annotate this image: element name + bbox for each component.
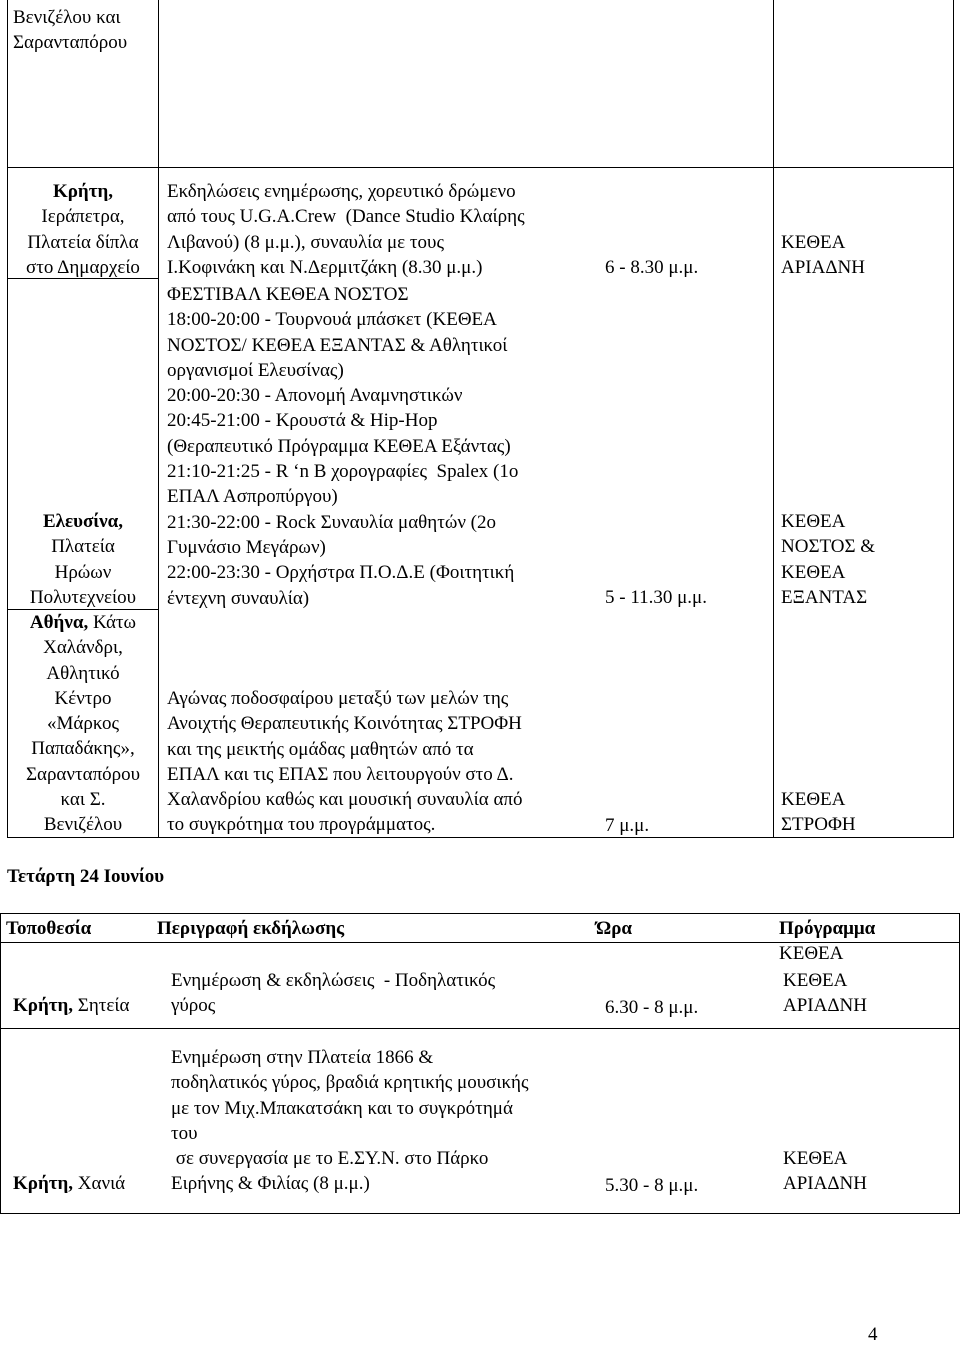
location-line: Πολυτεχνείου — [29, 586, 137, 608]
description-cell — [171, 968, 495, 1019]
location-line: Σαρανταπόρου — [13, 32, 128, 54]
table2-border-top — [0, 913, 960, 914]
description-line: οργανισμοί Ελευσίνας) — [167, 359, 344, 381]
location-bold: Αθήνα, — [29, 612, 89, 633]
description-line: 20:45-21:00 - Κρουστά & Hip-Hop — [167, 410, 438, 432]
time-cell — [605, 1173, 698, 1198]
location-cell — [13, 1171, 125, 1196]
description-line: Εκδηλώσεις ενημέρωσης, χορευτικό δρώμενο — [167, 181, 516, 202]
location-line: Βενιζέλου — [43, 814, 123, 836]
location-line: και Σ. — [60, 789, 106, 811]
description-cell — [167, 282, 518, 611]
description-line: 21:10-21:25 - R ‘n B χορογραφίες Spalex (1ο — [167, 461, 519, 483]
table1-divider-1 — [158, 0, 159, 838]
location-line: Αθλητικό — [46, 662, 120, 684]
description-line: σε συνεργασία με το Ε.ΣΥ.Ν. στο Πάρκο — [171, 1148, 489, 1170]
section-heading — [7, 864, 164, 889]
description-line: Λιβανού) (8 μ.μ.), συναυλία με τους — [167, 231, 444, 253]
description-line: 22:00-23:30 - Ορχήστρα Π.Ο.Δ.Ε (Φοιτητική — [167, 562, 515, 584]
description-cell — [167, 686, 523, 838]
description-line: Ενημέρωση & εκδηλώσεις - Ποδηλατικός — [171, 970, 496, 991]
header-location — [6, 916, 91, 941]
location-line: «Μάρκος — [46, 713, 119, 735]
program-line: ΚΕΘΕΑ — [783, 1148, 848, 1169]
program-cell — [781, 230, 865, 281]
program-line: ΕΞΑΝΤΑΣ — [781, 586, 868, 608]
description-cell — [171, 1045, 529, 1197]
description-line: το συγκρότημα του προγράμματος. — [167, 814, 436, 836]
program-line: ΝΟΣΤΟΣ & — [781, 536, 876, 558]
location-bold: Κρήτη, — [52, 181, 114, 202]
program-cell — [781, 787, 856, 838]
description-cell — [167, 179, 525, 280]
location-line: Πλατεία — [51, 536, 115, 558]
description-line: ΕΠΑΛ και τις ΕΠΑΣ που λειτουργούν στο Δ. — [167, 763, 514, 785]
header-time — [596, 916, 632, 941]
time-value: 5.30 - 8 μ.μ. — [605, 1175, 699, 1196]
location-line: στο Δημαρχείο — [26, 256, 140, 278]
program-line: ΣΤΡΟΦΗ — [781, 814, 856, 836]
table2-border-bottom — [0, 1213, 960, 1214]
time-cell — [605, 995, 698, 1020]
header-program — [779, 916, 875, 967]
description-line: Ενημέρωση στην Πλατεία 1866 & — [171, 1047, 434, 1068]
description-line: 18:00-20:00 - Τουρνουά μπάσκετ (ΚΕΘΕΑ — [167, 309, 497, 331]
description-line: 21:30-22:00 - Rock Συναυλία μαθητών (2ο — [167, 511, 497, 533]
location-line: Ηρώων — [54, 561, 112, 583]
table1-border-right — [953, 0, 954, 838]
table1-row-divider — [7, 167, 954, 168]
description-line: Γυμνάσιο Μεγάρων) — [167, 536, 326, 558]
program-cell — [783, 968, 867, 1019]
program-line: ΚΕΘΕΑ — [781, 561, 846, 583]
description-line: και της μεικτής ομάδας μαθητών από τα — [167, 738, 474, 760]
location-rest: Κάτω — [88, 612, 137, 633]
time-cell — [605, 813, 649, 838]
description-line: έντεχνη συναυλία) — [167, 587, 310, 609]
header-location-label: Τοποθεσία — [6, 918, 92, 939]
description-line: Ανοιχτής Θεραπευτικής Κοινότητας ΣΤΡΟΦΗ — [167, 713, 522, 735]
table2-border-left — [0, 913, 1, 1214]
location-bold: Κρήτη, — [13, 995, 74, 1016]
program-line: ΚΕΘΕΑ — [781, 789, 846, 810]
description-line: γύρος — [171, 995, 216, 1017]
header-description — [157, 916, 344, 941]
location-line: Κέντρο — [54, 687, 112, 709]
program-cell — [781, 509, 875, 610]
location-cell — [8, 509, 158, 610]
table-row — [13, 5, 127, 56]
location-cell — [13, 993, 129, 1018]
time-value: 7 μ.μ. — [605, 815, 650, 836]
location-line: Ιεράπετρα, — [41, 206, 125, 228]
table2-row-divider — [0, 1028, 960, 1029]
section-heading-text: Τετάρτη 24 Ιουνίου — [7, 866, 165, 887]
description-line: ποδηλατικός γύρος, βραδιά κρητικής μουσικής — [171, 1072, 529, 1094]
program-line: ΚΕΘΕΑ — [781, 232, 846, 253]
program-line: ΑΡΙΑΔΝΗ — [783, 1173, 867, 1195]
location-line: Χαλάνδρι, — [43, 637, 123, 659]
description-line: Ι.Κοφινάκη και Ν.Δερμιτζάκη (8.30 μ.μ.) — [167, 256, 483, 278]
page-number — [868, 1322, 878, 1347]
location-bold: Κρήτη, — [13, 1173, 74, 1194]
location-cell — [8, 610, 158, 838]
page-number-value: 4 — [868, 1324, 878, 1345]
program-cell — [783, 1146, 867, 1197]
program-line: ΚΕΘΕΑ — [783, 970, 848, 991]
program-line: ΑΡΙΑΔΝΗ — [781, 257, 865, 279]
description-line: με τον Μιχ.Μπακατσάκη και το συγκρότημά — [171, 1097, 513, 1119]
location-line: Βενιζέλου και — [13, 7, 121, 28]
location-rest: Χανιά — [73, 1173, 126, 1194]
time-cell — [605, 255, 698, 280]
description-line: Ειρήνης & Φιλίας (8 μ.μ.) — [171, 1173, 370, 1195]
time-value: 5 - 11.30 μ.μ. — [605, 587, 707, 608]
location-bold: Ελευσίνα, — [42, 511, 124, 532]
description-line: Αγώνας ποδοσφαίρου μεταξύ των μελών της — [167, 688, 509, 709]
time-value: 6 - 8.30 μ.μ. — [605, 257, 699, 278]
description-line: ΕΠΑΛ Ασπροπύργου) — [167, 486, 338, 508]
description-line: (Θεραπευτικό Πρόγραμμα ΚΕΘΕΑ Εξάντας) — [167, 435, 511, 457]
header-time-label: Ώρα — [596, 918, 632, 939]
header-program-sublabel: ΚΕΘΕΑ — [779, 943, 844, 965]
time-cell — [605, 585, 707, 610]
description-line: 20:00-20:30 - Απονομή Αναμνηστικών — [167, 385, 463, 407]
location-line: Σαρανταπόρου — [25, 763, 141, 785]
description-line: ΝΟΣΤΟΣ/ ΚΕΘΕΑ ΕΞΑΝΤΑΣ & Αθλητικοί — [167, 334, 508, 356]
description-line: από τους U.G.A.Crew (Dance Studio Κλαίρης — [167, 206, 525, 228]
location-rest: Σητεία — [73, 995, 130, 1016]
header-program-label: Πρόγραμμα — [779, 918, 876, 939]
program-line: ΚΕΘΕΑ — [781, 511, 846, 532]
location-line: Πλατεία δίπλα — [27, 231, 139, 253]
header-description-label: Περιγραφή εκδήλωσης — [157, 918, 345, 939]
table1-divider-2 — [773, 0, 774, 838]
time-value: 6.30 - 8 μ.μ. — [605, 997, 699, 1018]
description-line: του — [171, 1122, 198, 1144]
location-line: Παπαδάκης», — [31, 738, 135, 760]
description-line: Χαλανδρίου καθώς και μουσική συναυλία από — [167, 789, 523, 811]
location-cell — [8, 179, 158, 280]
description-line: ΦΕΣΤΙΒΑΛ ΚΕΘΕΑ ΝΟΣΤΟΣ — [167, 284, 409, 305]
program-line: ΑΡΙΑΔΝΗ — [783, 995, 867, 1017]
